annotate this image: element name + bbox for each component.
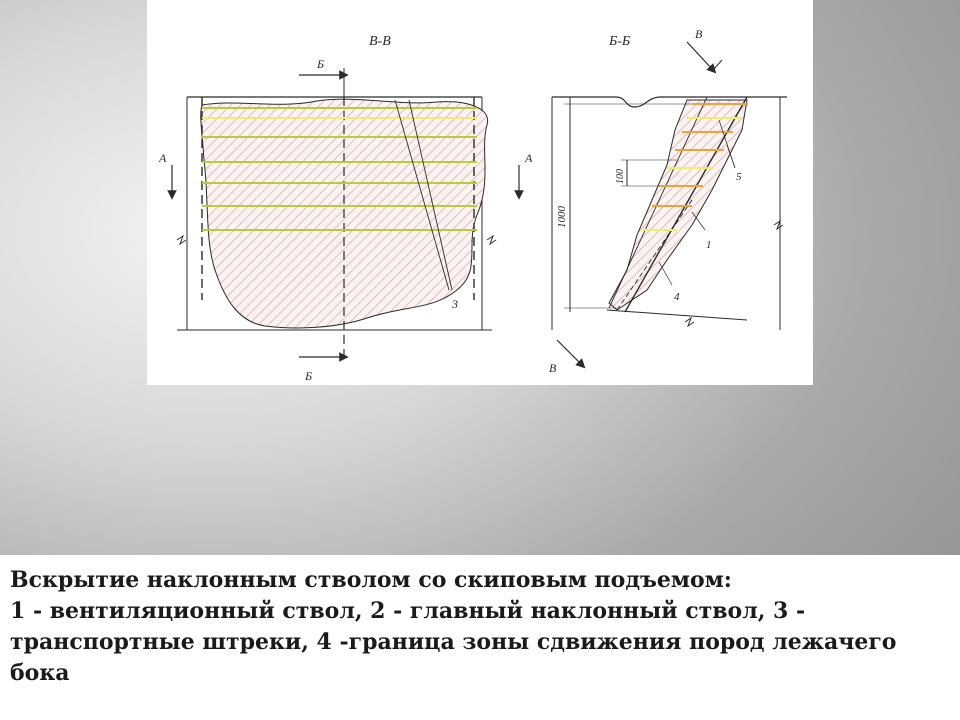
caption-text <box>10 565 950 689</box>
mining-diagram <box>147 0 813 385</box>
cut-mark-bottom-right-label: В <box>549 361 557 375</box>
cut-arrow-top-right <box>687 42 713 70</box>
callout-1-label: 1 <box>706 239 712 251</box>
callout-5-label: 5 <box>736 171 742 183</box>
break-mark-left <box>177 236 186 244</box>
cut-arrow-bottom-right <box>557 340 582 365</box>
caption-title: Вскрытие наклонным стволом со скиповым подъемом: <box>10 567 732 593</box>
surface-line-right <box>552 97 787 107</box>
figure-panel <box>147 0 813 385</box>
side-mark-right-label: А <box>525 151 533 165</box>
dim-total-label: 1000 <box>556 206 568 228</box>
dim-step-label: 100 <box>615 169 626 184</box>
cut-tick-top-right <box>713 60 722 70</box>
break-mark-right-view <box>774 221 783 229</box>
section-label-right: Б-Б <box>609 34 631 49</box>
break-mark-right <box>487 236 496 244</box>
callout-4-label: 4 <box>674 291 680 303</box>
cut-mark-bottom-label: Б <box>305 369 313 383</box>
break-mark-bottom-right <box>685 318 694 326</box>
cut-mark-top-label: Б <box>317 57 325 71</box>
section-label-left: В-В <box>369 34 391 49</box>
callout-3-label: 3 <box>452 297 458 311</box>
right-section-view <box>549 27 787 375</box>
cut-mark-top-right-label: В <box>695 27 703 41</box>
bottom-line-right <box>607 310 747 320</box>
caption-legend: 1 - вентиляционный ствол, 2 - главный наклонный ствол, 3 - транспортные штреки, 4 -граница зоны сдвижения пород лежачего бока <box>10 598 897 686</box>
callout-4-leader <box>659 262 672 285</box>
left-section-view <box>158 34 533 383</box>
caption-box <box>0 555 960 720</box>
side-mark-left-label: А <box>159 151 167 165</box>
